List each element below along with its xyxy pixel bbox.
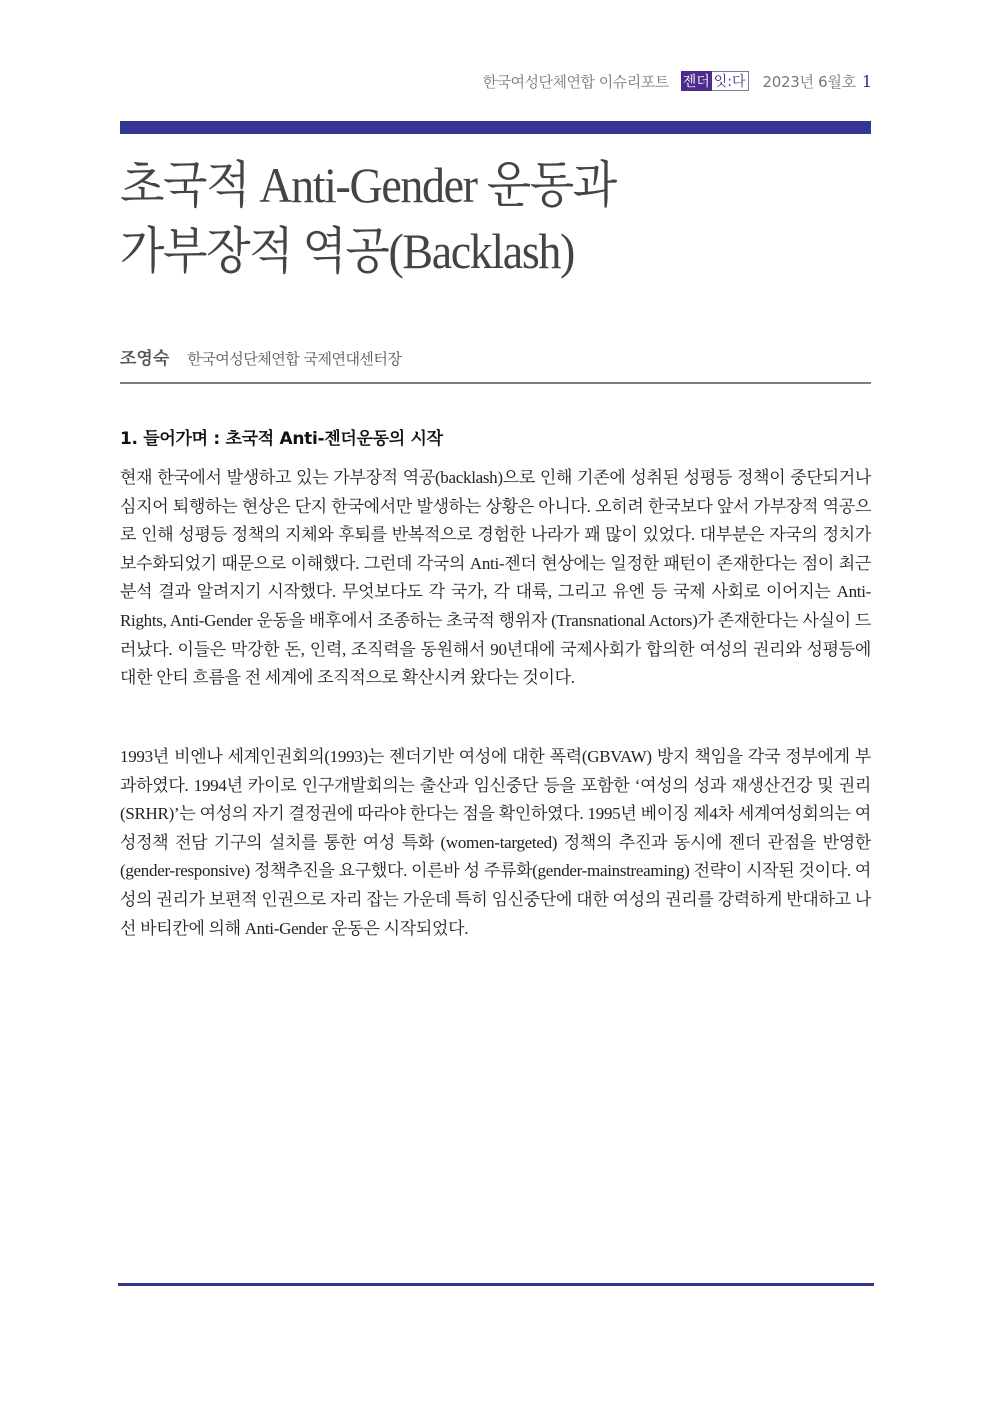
top-accent-bar — [120, 121, 871, 134]
section-heading: 1. 들어가며 : 초국적 Anti-젠더운동의 시작 — [120, 429, 443, 449]
footer-rule — [118, 1283, 874, 1286]
author-name: 조영숙 — [120, 349, 170, 369]
author-divider — [120, 382, 871, 384]
brand-logo-part-b: 잇:다 — [712, 71, 749, 91]
issue-date: 2023년 6월호 — [762, 72, 856, 91]
article-title-line-2: 가부장적 역공(Backlash) — [120, 223, 574, 279]
author-affiliation: 한국여성단체연합 국제연대센터장 — [187, 350, 402, 368]
article-title — [120, 152, 616, 284]
body-paragraph-1: 현재 한국에서 발생하고 있는 가부장적 역공(backlash)으로 인해 기존에 성취된 성평등 정책이 중단되거나 심지어 퇴행하는 현상은 단지 한국에서만 발생하는 상황은 아니다. 오히려 한국보다 앞서 가부장적 역공으로 인해 성평등 정책의 지체와 후퇴를 반복적으로 경험한 나라가 꽤 많이 있었다. 대부분은 자국의 정치가 보수화되었기 때문으로 이해했다. 그런데 각국의 Anti-젠더 현상에는 일정한 패턴이 존재한다는 점이 최근 분석 결과 알려지기 시작했다. 무엇보다도 각 국가, 각 대륙, 그리고 유엔 등 국제 사회로 이어지는 Anti-Rights, Anti-Gender 운동을 배후에서 조종하는 초국적 행위자 (Transnational Actors)가 존재한다는 사실이 드러났다. 이들은 막강한 돈, 인력, 조직력을 동원해서 90년대에 국제사회가 합의한 여성의 권리와 성평등에 대한 안티 흐름을 전 세계에 조직적으로 확산시켜 왔다는 것이다. — [120, 468, 871, 688]
author-byline — [120, 344, 401, 369]
page-number: 1 — [861, 71, 872, 91]
article-title-line-1: 초국적 Anti-Gender 운동과 — [120, 157, 616, 213]
body-paragraph-2: 1993년 비엔나 세계인권회의(1993)는 젠더기반 여성에 대한 폭력(GBVAW) 방지 책임을 각국 정부에게 부과하였다. 1994년 카이로 인구개발회의는 출산과 임신중단 등을 포함한 ‘여성의 성과 재생산건강 및 권리(SRHR)’는 여성의 자기 결정권에 따라야 한다는 점을 확인하였다. 1995년 베이징 제4차 세계여성회의는 여성정책 전담 기구의 설치를 통한 여성 특화 (women-targeted) 정책의 추진과 동시에 젠더 관점을 반영한(gender-responsive) 정책추진을 요구했다. 이른바 성 주류화(gender-mainstreaming) 전략이 시작된 것이다. 여성의 권리가 보편적 인권으로 자리 잡는 가운데 특히 임신중단에 대한 여성의 권리를 강력하게 반대하고 나선 바티칸에 의해 Anti-Gender 운동은 시작되었다. — [120, 747, 871, 938]
publication-name: 한국여성단체연합 이슈리포트 — [482, 72, 669, 91]
running-header — [483, 68, 872, 94]
brand-logo-part-a: 젠더 — [681, 71, 712, 91]
brand-logo — [681, 71, 749, 91]
